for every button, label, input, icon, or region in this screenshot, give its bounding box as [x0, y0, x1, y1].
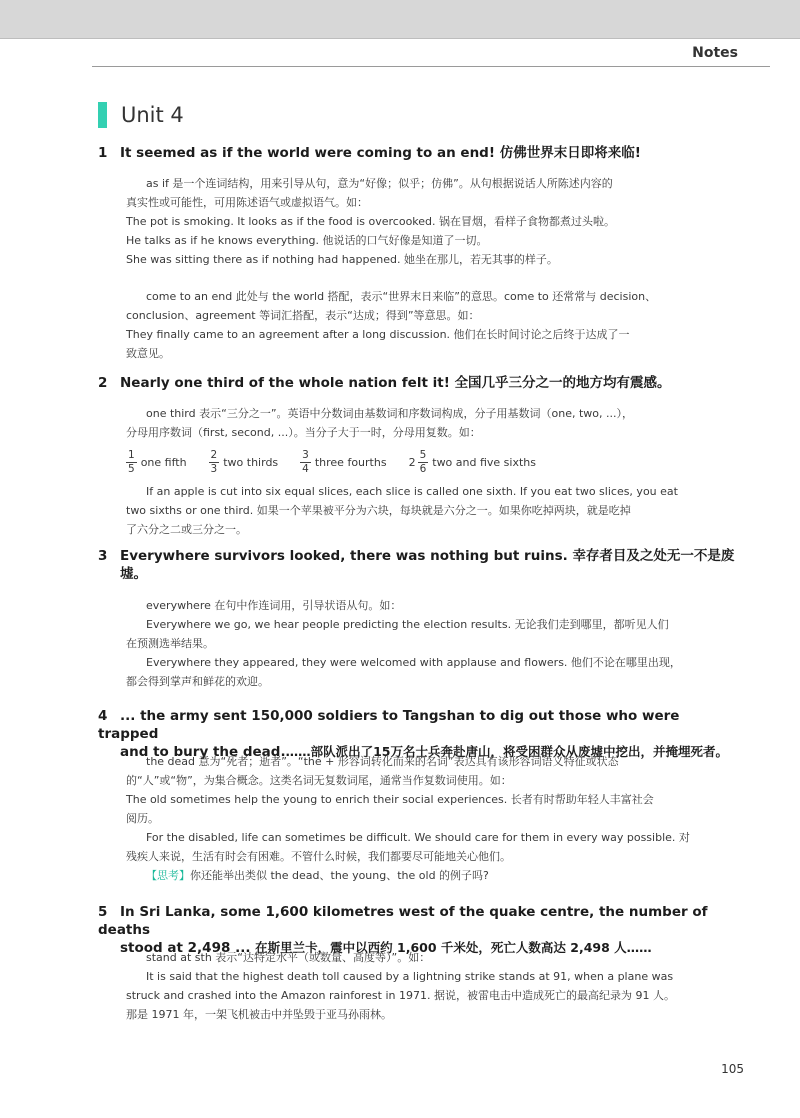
body-line: two sixths or one third. 如果一个苹果被平分为六块，每块就是六分之一。如果你吃掉两块，就是吃掉 — [126, 504, 631, 517]
fraction-text: two and five sixths — [432, 455, 536, 469]
item-5-body — [126, 948, 740, 1024]
fraction: $\frac{3}{4}$ — [302, 448, 309, 475]
item-3-body — [126, 596, 740, 691]
body-line: He talks as if he knows everything. 他说话的口气好像是知道了一切。 — [126, 234, 488, 247]
body-line: 的“人”或“物”，为集合概念。这类名词无复数词尾，通常当作复数词使用。如： — [126, 774, 512, 787]
item-2-title — [98, 374, 738, 392]
body-line: come to an end 此处与 the world 搭配，表示“世界末日来临”的意思。come to 还常常与 decision、 — [146, 290, 657, 303]
body-line: stand at sth 表示“达特定水平（或数量、高度等）”。如： — [146, 951, 431, 964]
fraction-text: three fourths — [314, 455, 387, 469]
item-number: 5 — [98, 904, 108, 920]
top-header-bar — [0, 0, 800, 38]
fraction: $\frac{2}{3}$ — [210, 448, 218, 475]
body-line: as if 是一个连词结构，用来引导从句，意为“好像；似乎；仿佛”。从句根据说话人所陈述内容的 — [146, 177, 613, 190]
body-line: 残疾人来说，生活有时会有困难。不管什么时候，我们都要尽可能地关心他们。 — [126, 850, 511, 863]
item-2-body — [126, 404, 740, 539]
body-line: She was sitting there as if nothing had happened. 她坐在那儿，若无其事的样子。 — [126, 253, 558, 266]
body-line: For the disabled, life can sometimes be difficult. We should care for them in every way possible. 对 — [146, 831, 690, 844]
item-title-en: Everywhere survivors looked, there was nothing but ruins. — [120, 548, 568, 564]
item-3-title — [98, 547, 738, 583]
unit-accent-bar — [98, 102, 107, 128]
body-line: 致意见。 — [126, 347, 170, 360]
body-line: 那是 1971 年，一架飞机被击中并坠毁于亚马孙雨林。 — [126, 1008, 392, 1021]
body-line: The pot is smoking. It looks as if the food is overcooked. 锅在冒烟，看样子食物都煮过头啦。 — [126, 215, 616, 228]
think-text: 你还能举出类似 the dead、the young、the old 的例子吗? — [190, 869, 489, 882]
body-line: struck and crashed into the Amazon rainforest in 1971. 据说，被雷电击中造成死亡的最高纪录为 91 人。 — [126, 989, 675, 1002]
body-line: 都会得到掌声和鲜花的欢迎。 — [126, 675, 269, 688]
item-number: 4 — [98, 708, 108, 724]
body-line: It is said that the highest death toll caused by a lightning strike stands at 91, when a plane was — [146, 970, 674, 983]
fraction-example — [300, 449, 386, 476]
think-prompt — [146, 866, 740, 885]
item-title-en-cont: stood at 2,498 ... — [120, 940, 251, 956]
body-line: 真实性或可能性，可用陈述语气或虚拟语气。如： — [126, 196, 368, 209]
item-number: 2 — [98, 375, 108, 391]
fraction-examples — [126, 442, 740, 482]
body-line: They finally came to an agreement after a long discussion. 他们在长时间讨论之后终于达成了一 — [126, 328, 630, 341]
item-1-body — [126, 174, 740, 363]
body-line: 分母用序数词（first, second, ...）。当分子大于一时，分母用复数。如： — [126, 426, 481, 439]
body-line: one third 表示“三分之一”。英语中分数词由基数词和序数词构成，分子用基数词（one, two, ...）， — [146, 407, 633, 420]
item-title-zh: 仿佛世界末日即将来临! — [499, 145, 641, 161]
fraction-text: two thirds — [223, 455, 279, 469]
body-line: the dead 意为“死者；逝者”。“the + 形容词转化而来的名词”表达具有该形容词语义特征或状态 — [146, 755, 619, 768]
item-title-en: ... the army sent 150,000 soldiers to Tangshan to dig out those who were trapped — [98, 708, 680, 742]
body-line: Everywhere they appeared, they were welcomed with applause and flowers. 他们不论在哪里出现， — [146, 656, 681, 669]
item-title-zh: 全国几乎三分之一的地方均有震感。 — [454, 375, 671, 391]
item-title-zh-cont: 墟。 — [120, 566, 147, 582]
notes-divider — [92, 66, 770, 67]
body-line: If an apple is cut into six equal slices, each slice is called one sixth. If you eat two slices, you eat — [146, 485, 678, 498]
unit-heading — [98, 102, 184, 128]
item-number: 1 — [98, 145, 108, 161]
item-title-zh: ……部队派出了15万名士兵奔赴唐山，将受困群众从废墟中挖出，并掩埋死者。 — [285, 744, 728, 759]
fraction-text: one fifth — [140, 455, 187, 469]
notes-label: Notes — [692, 45, 738, 61]
fraction-example — [409, 449, 536, 476]
item-number: 3 — [98, 548, 108, 564]
page-number: 105 — [721, 1062, 744, 1076]
item-title-en: It seemed as if the world were coming to an end! — [120, 145, 495, 161]
unit-title: Unit 4 — [121, 103, 184, 127]
body-line: 在预测选举结果。 — [126, 637, 214, 650]
body-line: conclusion、agreement 等词汇搭配，表示“达成；得到”等意思。如： — [126, 309, 480, 322]
fraction-whole: 2 — [408, 455, 416, 469]
header-divider — [0, 38, 800, 39]
item-title-zh: 在斯里兰卡，震中以西约 1,600 千米处，死亡人数高达 2,498 人…… — [255, 940, 652, 955]
fraction: $\frac{5}{6}$ — [419, 448, 427, 475]
item-1-title — [98, 144, 738, 162]
item-title-en-cont: and to bury the dead. — [120, 744, 286, 760]
fraction: $\frac{1}{5}$ — [128, 448, 135, 475]
body-line: Everywhere we go, we hear people predicting the election results. 无论我们走到哪里，都听见人们 — [146, 618, 669, 631]
item-title-zh: 幸存者目及之处无一不是废 — [572, 548, 735, 564]
body-line: everywhere 在句中作连词用，引导状语从句。如： — [146, 599, 402, 612]
fraction-example — [209, 449, 279, 476]
item-4-body — [126, 752, 740, 885]
fraction-example — [126, 449, 187, 476]
body-line: 阅历。 — [126, 812, 159, 825]
body-line: The old sometimes help the young to enrich their social experiences. 长者有时帮助年轻人丰富社会 — [126, 793, 654, 806]
item-title-en: Nearly one third of the whole nation felt it! — [120, 375, 450, 391]
body-line: 了六分之二或三分之一。 — [126, 523, 247, 536]
item-title-en: In Sri Lanka, some 1,600 kilometres west of the quake centre, the number of deaths — [98, 904, 708, 938]
think-tag: 【思考】 — [146, 869, 190, 882]
